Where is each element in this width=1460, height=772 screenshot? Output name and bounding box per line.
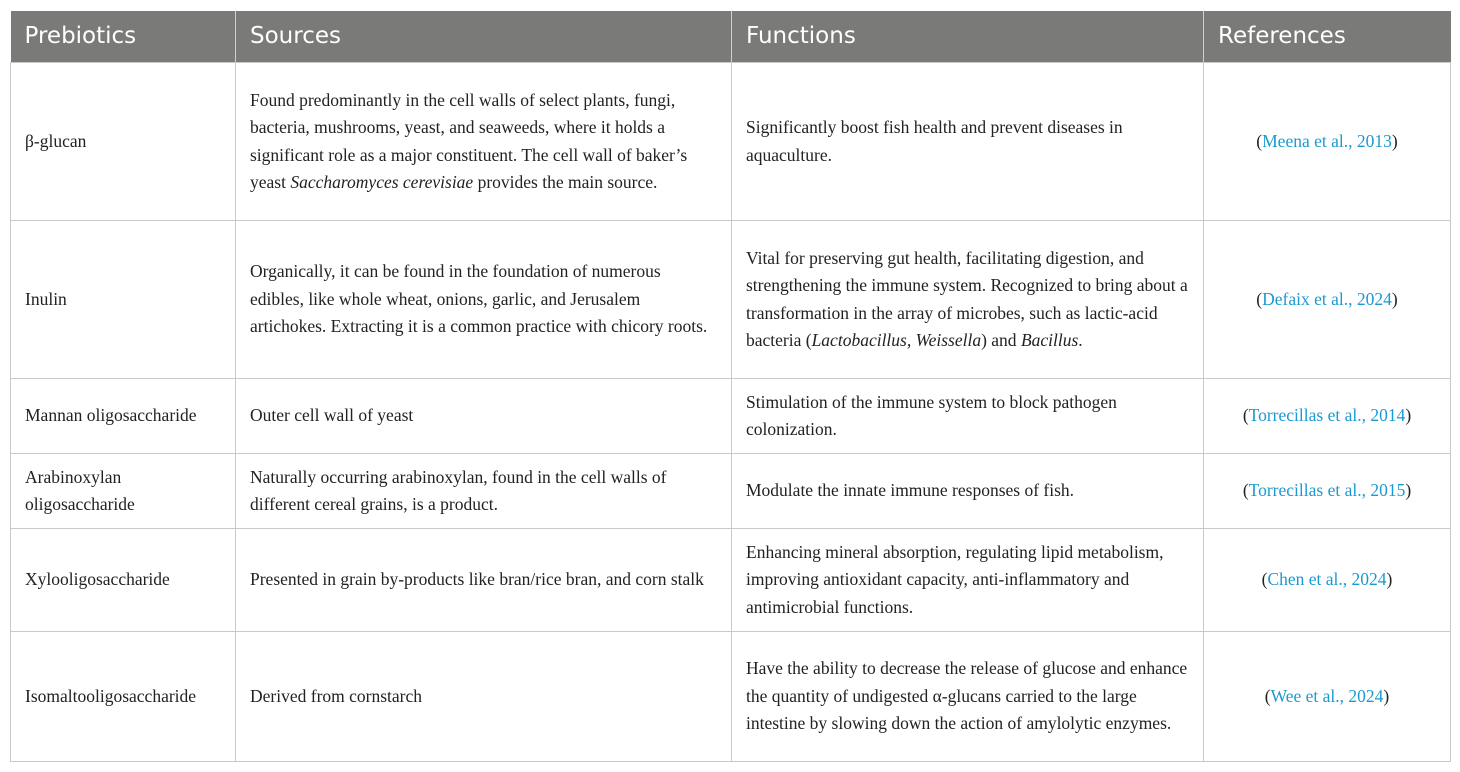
reference-link[interactable]: Chen et al., 2024 bbox=[1267, 569, 1387, 590]
prebiotic-cell: Xylooligosaccharide bbox=[11, 529, 236, 632]
source-text: Found predominantly in the cell walls of select plants, fungi, bacteria, mushrooms, yeast, and seaweeds, where it holds a significant role as a major constituent. The cell wall of baker’s yeast bbox=[250, 89, 688, 192]
functions-cell bbox=[732, 529, 1204, 632]
functions-cell bbox=[732, 221, 1204, 379]
source-text: Derived from cornstarch bbox=[250, 685, 423, 706]
source-text: provides the main source. bbox=[473, 172, 658, 192]
header-prebiotics: Prebiotics bbox=[11, 11, 236, 63]
function-text: ) and bbox=[981, 330, 1021, 350]
function-italic: Lactobacillus, Weissella bbox=[811, 330, 982, 350]
function-text: Stimulation of the immune system to block pathogen colonization. bbox=[746, 391, 1117, 439]
prebiotic-cell: Mannan oligosaccharide bbox=[11, 379, 236, 454]
sources-cell bbox=[236, 379, 732, 454]
header-functions: Functions bbox=[732, 11, 1204, 63]
header-references: References bbox=[1204, 11, 1451, 63]
reference-cell: (Defaix et al., 2024) bbox=[1204, 221, 1451, 379]
source-text: Outer cell wall of yeast bbox=[250, 405, 414, 426]
table-row bbox=[11, 632, 1451, 762]
prebiotic-cell: β-glucan bbox=[11, 63, 236, 221]
function-text: Enhancing mineral absorption, regulating lipid metabolism, improving antioxidant capacity, anti-inflammatory and antimicrobial functions. bbox=[746, 541, 1164, 617]
functions-cell bbox=[732, 454, 1204, 529]
reference-cell: (Torrecillas et al., 2014) bbox=[1204, 379, 1451, 454]
sources-cell bbox=[236, 63, 732, 221]
reference-cell: (Chen et al., 2024) bbox=[1204, 529, 1451, 632]
function-text: Significantly boost fish health and prevent diseases in aquaculture. bbox=[746, 117, 1123, 165]
table-row bbox=[11, 63, 1451, 221]
table-row bbox=[11, 221, 1451, 379]
sources-cell bbox=[236, 632, 732, 762]
reference-link[interactable]: Meena et al., 2013 bbox=[1262, 130, 1392, 151]
function-text: Have the ability to decrease the release of glucose and enhance the quantity of undigested α-glucans carried to the large intestine by slowing down the action of amylolytic enzymes. bbox=[746, 658, 1188, 734]
function-text: . bbox=[1078, 330, 1083, 350]
table-header-row bbox=[11, 11, 1451, 63]
reference-link[interactable]: Wee et al., 2024 bbox=[1270, 685, 1384, 706]
function-italic: Bacillus bbox=[1020, 330, 1079, 350]
functions-cell bbox=[732, 63, 1204, 221]
functions-cell bbox=[732, 632, 1204, 762]
prebiotic-cell: Isomaltooligosaccharide bbox=[11, 632, 236, 762]
reference-cell: (Meena et al., 2013) bbox=[1204, 63, 1451, 221]
sources-cell bbox=[236, 529, 732, 632]
function-text: Modulate the innate immune responses of fish. bbox=[746, 480, 1075, 501]
source-italic: Saccharomyces cerevisiae bbox=[290, 172, 474, 192]
function-text: Vital for preserving gut health, facilitating digestion, and strengthening the immune system. Recognized to bring about a transformation in the array of microbes, such as lactic-acid bacteria ( bbox=[746, 247, 1188, 350]
prebiotic-cell: Inulin bbox=[11, 221, 236, 379]
reference-link[interactable]: Defaix et al., 2024 bbox=[1262, 288, 1392, 309]
table-row bbox=[11, 529, 1451, 632]
reference-cell: (Wee et al., 2024) bbox=[1204, 632, 1451, 762]
source-text: Presented in grain by-products like bran/rice bran, and corn stalk bbox=[250, 569, 704, 590]
table-row bbox=[11, 379, 1451, 454]
header-sources: Sources bbox=[236, 11, 732, 63]
prebiotics-table bbox=[10, 11, 1451, 762]
source-text: Organically, it can be found in the foundation of numerous edibles, like whole wheat, onions, garlic, and Jerusalem artichokes. Extracting it is a common practice with chicory roots. bbox=[250, 261, 708, 337]
functions-cell bbox=[732, 379, 1204, 454]
reference-link[interactable]: Torrecillas et al., 2014 bbox=[1248, 405, 1406, 426]
prebiotic-cell: Arabinoxylan oligosaccharide bbox=[11, 454, 236, 529]
reference-cell: (Torrecillas et al., 2015) bbox=[1204, 454, 1451, 529]
sources-cell bbox=[236, 454, 732, 529]
table-row bbox=[11, 454, 1451, 529]
reference-link[interactable]: Torrecillas et al., 2015 bbox=[1248, 480, 1406, 501]
sources-cell bbox=[236, 221, 732, 379]
source-text: Naturally occurring arabinoxylan, found in the cell walls of different cereal grains, is a product. bbox=[250, 466, 667, 514]
